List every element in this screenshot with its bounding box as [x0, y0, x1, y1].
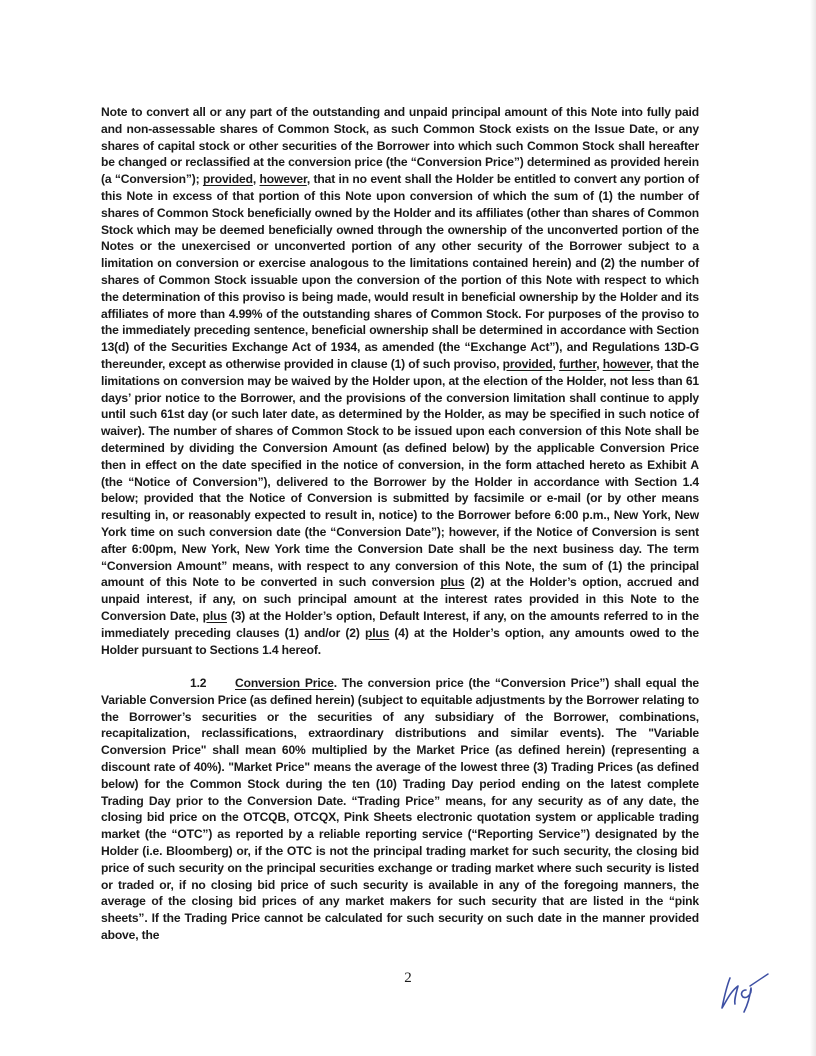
text-run: , [552, 356, 559, 371]
paragraph-conversion-price [101, 675, 699, 944]
underlined-term: further [558, 356, 597, 371]
text-run: . The conversion price (the “Conversion Price”) shall equal the Variable Conversion Price (as defined herein) (subject to equitable adjustments by the Borrower relating to the Borrower’s securities or the securities of any subsidiary of the Borrower, combinations, recapitalization, reclassifications, extraordinary distributions and similar events). The "Variable Conversion Price" shall mean 60% multiplied by the Market Price (as defined herein) (representing a discount rate of 40%). "Market Price" means the average of the lowest three (3) Trading Prices (as defined below) for the Common Stock during the ten (10) Trading Day period ending on the latest complete Trading Day prior to the Conversion Date. “Trading Price” means, for any security as of any date, the closing bid price on the OTCQB, OTCQX, Pink Sheets electronic quotation system or applicable trading market (the “OTC”) as reported by a reliable reporting service (“Reporting Service”) designated by the Holder (i.e. Bloomberg) or, if the OTC is not the principal trading market for such security, the closing bid price of such security on the principal securities exchange or trading market where such security is listed or traded or, if no closing bid price of such security is available in any of the foregoing manners, the average of the closing bid prices of any market makers for such security that are listed in the “pink sheets”. If the Trading Price cannot be calculated for such security on such date in the manner provided above, the [101, 676, 700, 943]
section-number: 1.2 [190, 676, 207, 691]
underlined-term: plus [364, 625, 390, 640]
text-run: , [596, 356, 603, 371]
underlined-term: plus [440, 575, 465, 590]
page-edge [810, 0, 816, 1056]
text-run: , [252, 172, 260, 187]
underlined-term: however [259, 172, 307, 187]
section-heading: Conversion Price [235, 676, 334, 691]
text-run: (3) at the Holder’s option, Default Interest, if any, on the amounts referred to in the immediately preceding clauses (1) and/or (2) [101, 608, 700, 640]
text-run: Note to convert all or any part of the outstanding and unpaid principal amount of this Note into fully paid and non-assessable shares of Common Stock, as such Common Stock exists on the Issue Date, or any shares of capital stock or other securities of the Borrower into which such Common Stock shall hereafter be changed or reclassified at the conversion price (the “Conversion Price”) determined as provided herein (a “Conversion”); [101, 105, 699, 187]
paragraph-conversion-right [101, 104, 699, 658]
text-run: (2) at the Holder’s option, accrued and unpaid interest, if any, on such principal amount at the interest rates provided in this Note to the Conversion Date, [101, 575, 699, 623]
text-run: (4) at the Holder’s option, any amounts owed to the Holder pursuant to Sections 1.4 hereof. [101, 625, 699, 657]
text-run: , that the limitations on conversion may be waived by the Holder upon, at the election of the Holder, not less than 61 days’ prior notice to the Borrower, and the provisions of the conversion limitation shall continue to apply until such 61st day (or such later date, as determined by the Holder, as may be specified in such notice of waiver). The number of shares of Common Stock to be issued upon each conversion of this Note shall be determined by dividing the Conversion Amount (as defined below) by the applicable Conversion Price then in effect on the date specified in the notice of conversion, in the form attached hereto as Exhibit A (the “Notice of Conversion”), delivered to the Borrower by the Holder in accordance with Section 1.4 below; provided that the Notice of Conversion is submitted by facsimile or e-mail (or by other means resulting in, or reasonably expected to result in, notice) to the Borrower before 6:00 p.m., New York, New York time on such conversion date (the “Conversion Date”); however, if the Notice of Conversion is sent after 6:00pm, New York, New York time the Conversion Date shall be the next business day. The term “Conversion Amount” means, with respect to any conversion of this Note, the sum of (1) the principal amount of this Note to be converted in such conversion [101, 356, 700, 590]
handwritten-initials [716, 968, 772, 1016]
underlined-term: plus [202, 608, 227, 623]
document-body [101, 104, 699, 944]
underlined-term: provided [502, 356, 553, 371]
text-run: , that in no event shall the Holder be entitled to convert any portion of this Note in excess of that portion of this Note upon conversion of which the sum of (1) the number of shares of Common Stock beneficially owned by the Holder and its affiliates (other than shares of Common Stock which may be deemed beneficially owned through the ownership of the unconverted portion of the Notes or the unexercised or unconverted portion of any other security of the Borrower subject to a limitation on conversion or exercise analogous to the limitations contained herein) and (2) the number of shares of Common Stock issuable upon the conversion of the portion of this Note with respect to which the determination of this proviso is being made, would result in beneficial ownership by the Holder and its affiliates of more than 4.99% of the outstanding shares of Common Stock. For purposes of the proviso to the immediately preceding sentence, beneficial ownership shall be determined in accordance with Section 13(d) of the Securities Exchange Act of 1934, as amended (the “Exchange Act”), and Regulations 13D-G thereunder, except as otherwise provided in clause (1) of such proviso, [101, 172, 700, 371]
underlined-term: however [602, 356, 651, 371]
underlined-term: provided [202, 172, 253, 187]
page-number: 2 [404, 970, 412, 986]
